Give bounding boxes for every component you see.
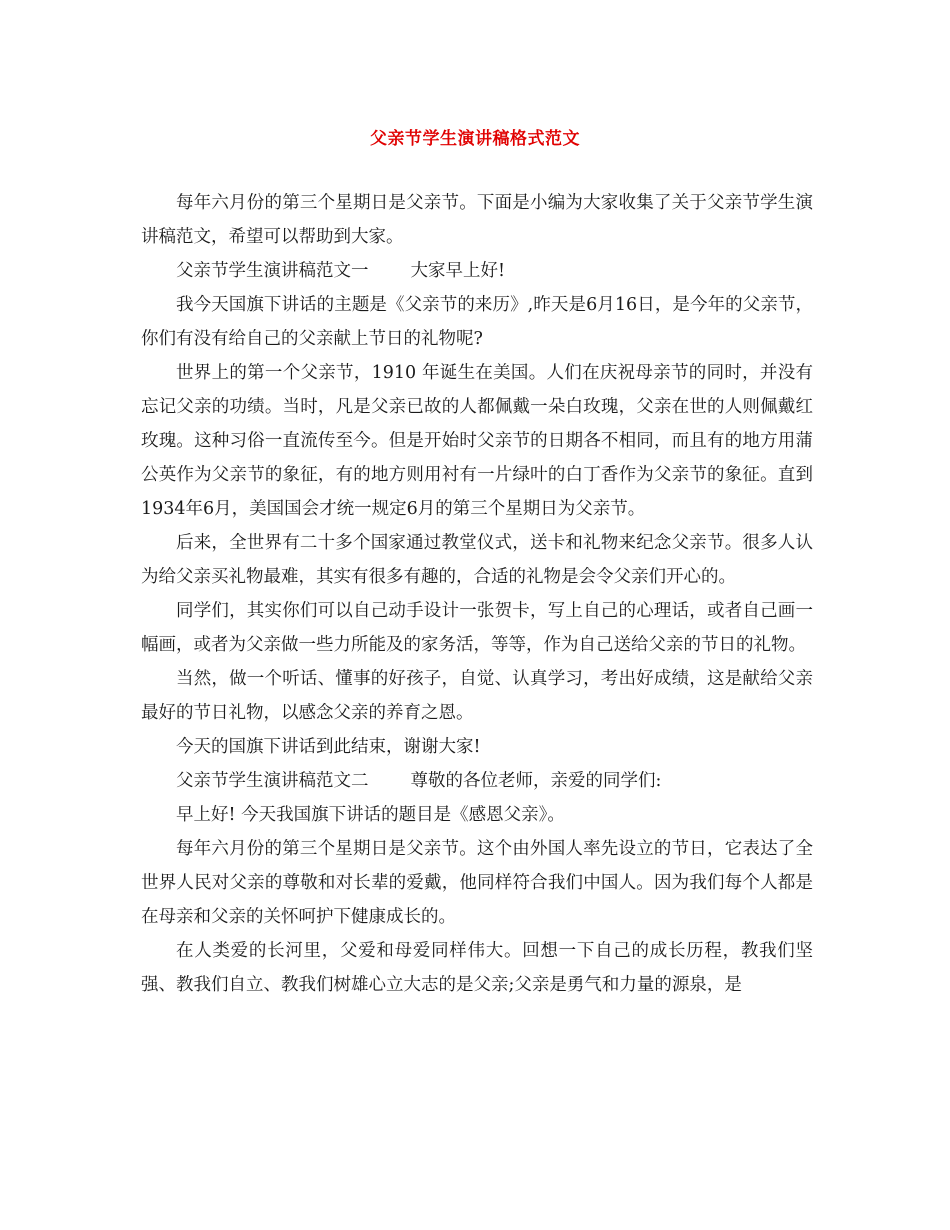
paragraph: 当然，做一个听话、懂事的好孩子，自觉、认真学习，考出好成绩，这是献给父亲最好的节日礼物，以感念父亲的养育之恩。 <box>141 669 813 723</box>
document-title: 父亲节学生演讲稿格式范文 <box>370 129 580 149</box>
section-greeting: 大家早上好! <box>410 261 506 281</box>
paragraph: 每年六月份的第三个星期日是父亲节。这个由外国人率先设立的节日，它表达了全世界人民对父亲的尊敬和对长辈的爱戴，他同样符合我们中国人。因为我们每个人都是在母亲和父亲的关怀呵护下健康成长的。 <box>141 839 813 927</box>
section-heading: 父亲节学生演讲稿范文二 <box>176 771 369 791</box>
paragraph: 世界上的第一个父亲节，1910 年诞生在美国。人们在庆祝母亲节的同时，并没有忘记父亲的功绩。当时，凡是父亲已故的人都佩戴一朵白玫瑰，父亲在世的人则佩戴红玫瑰。这种习俗一直流传至今。但是开始时父亲节的日期各不相同，而且有的地方用蒲公英作为父亲节的象征，有的地方则用衬有一片绿叶的白丁香作为父亲节的象征。直到1934年6月，美国国会才统一规定6月的第三个星期日为父亲节。 <box>141 363 813 519</box>
section-heading-line <box>141 254 813 288</box>
paragraph: 今天的国旗下讲话到此结束，谢谢大家! <box>176 737 481 757</box>
section-heading-line <box>141 764 813 798</box>
paragraph: 每年六月份的第三个星期日是父亲节。下面是小编为大家收集了关于父亲节学生演讲稿范文，希望可以帮助到大家。 <box>141 193 813 247</box>
paragraph: 后来，全世界有二十多个国家通过教堂仪式，送卡和礼物来纪念父亲节。很多人认为给父亲买礼物最难，其实有很多有趣的，合适的礼物是会令父亲们开心的。 <box>141 533 813 587</box>
paragraph: 同学们，其实你们可以自己动手设计一张贺卡，写上自己的心理话，或者自己画一幅画，或者为父亲做一些力所能及的家务活，等等，作为自己送给父亲的节日的礼物。 <box>141 601 813 655</box>
section-greeting: 尊敬的各位老师，亲爱的同学们: <box>410 771 662 791</box>
document-body <box>141 186 813 1002</box>
paragraph: 我今天国旗下讲话的主题是《父亲节的来历》,昨天是6月16日，是今年的父亲节，你们有没有给自己的父亲献上节日的礼物呢? <box>141 295 813 349</box>
paragraph: 在人类爱的长河里，父爱和母爱同样伟大。回想一下自己的成长历程，教我们坚强、教我们自立、教我们树雄心立大志的是父亲;父亲是勇气和力量的源泉，是 <box>141 941 813 995</box>
section-heading: 父亲节学生演讲稿范文一 <box>176 261 369 281</box>
paragraph: 早上好! 今天我国旗下讲话的题目是《感恩父亲》。 <box>176 805 565 825</box>
